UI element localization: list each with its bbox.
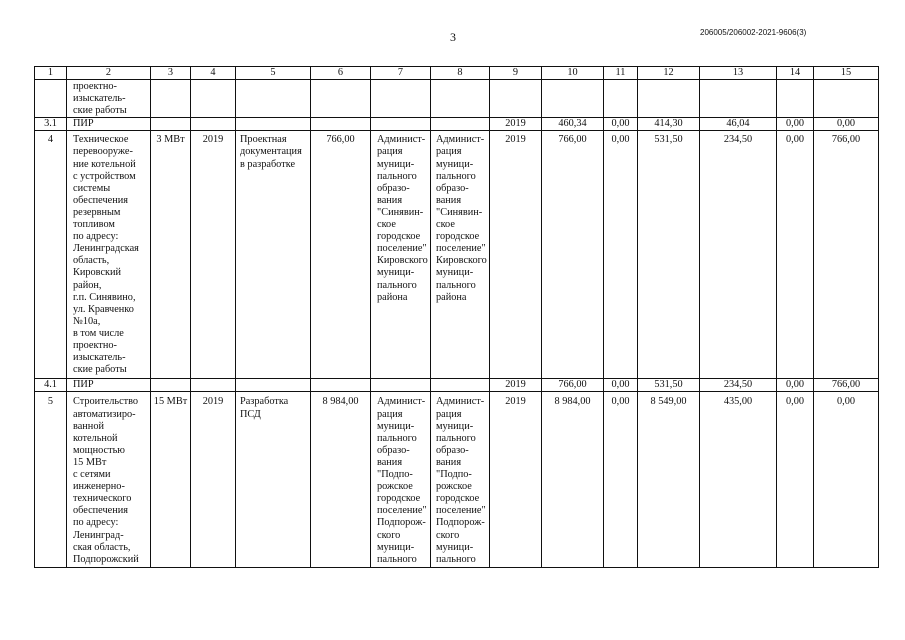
cell-text-line: Кировский [73, 267, 122, 279]
table-cell [35, 118, 67, 131]
cell-text-line: городское [436, 493, 480, 505]
column-header: 3 [151, 67, 191, 80]
cell-text-line: 0,00 [836, 118, 856, 130]
column-header: 1 [35, 67, 67, 80]
table-cell [604, 392, 638, 568]
cell-text-line: пального [377, 279, 417, 291]
cell-text-line: ванной [73, 420, 104, 432]
cell-text-line: системы [73, 182, 111, 194]
table-cell [151, 118, 191, 131]
cell-text-line: образо- [436, 444, 469, 456]
cell-text-line: муници- [377, 267, 415, 279]
table-body [35, 80, 879, 568]
table-cell [67, 392, 151, 568]
cell-text-line: ское [436, 219, 455, 231]
cell-text-line: пального [436, 170, 476, 182]
data-table [34, 66, 879, 568]
table-cell [490, 131, 542, 379]
table-cell [371, 379, 431, 392]
table-cell [638, 392, 700, 568]
cell-text-line: 766,00 [326, 134, 355, 146]
cell-text-line: автоматизиро- [73, 408, 136, 420]
cell-text-line: топливом [73, 219, 115, 231]
cell-text-line: рация [377, 146, 403, 158]
cell-text-line: ские работы [73, 105, 127, 117]
table-cell [236, 131, 311, 379]
cell-text-line: 2019 [505, 134, 526, 146]
table-cell [542, 118, 604, 131]
table-cell [236, 379, 311, 392]
cell-text-line: 531,50 [654, 134, 683, 146]
cell-text-line: пального [436, 432, 476, 444]
cell-text-line: технического [73, 493, 132, 505]
cell-text-line: 8 549,00 [650, 396, 687, 408]
table-cell [311, 80, 371, 118]
cell-text-line: пального [377, 432, 417, 444]
cell-text-line: образо- [436, 182, 469, 194]
cell-text-line: ское [377, 219, 396, 231]
cell-text-line: образо- [377, 182, 410, 194]
cell-text-line: рожское [377, 481, 413, 493]
cell-text-line: городское [377, 493, 421, 505]
cell-text-line: в том числе [73, 327, 124, 339]
table-cell [191, 131, 236, 379]
cell-text-line: Админист- [436, 396, 485, 408]
table-cell [604, 379, 638, 392]
table-cell [700, 118, 777, 131]
cell-text-line: 0,00 [785, 118, 805, 130]
cell-text-line: образо- [377, 444, 410, 456]
cell-text-line: резервным [73, 206, 121, 218]
table-cell [35, 379, 67, 392]
cell-text-line: в разработке [240, 158, 296, 170]
cell-text-line: ского [377, 529, 401, 541]
cell-text-line: Ленинградская [73, 243, 139, 255]
table-cell [638, 131, 700, 379]
cell-text-line: 2019 [505, 379, 526, 391]
cell-text-line: 46,04 [726, 118, 750, 130]
table-cell [604, 80, 638, 118]
cell-text-line: изыскатель- [73, 352, 126, 364]
cell-text-line: Проектная [240, 134, 287, 146]
cell-text-line: муници- [377, 420, 415, 432]
cell-text-line: Подпорож- [436, 517, 485, 529]
cell-text-line: ская область, [73, 541, 131, 553]
column-header: 12 [638, 67, 700, 80]
table-cell [777, 379, 814, 392]
table-cell [490, 118, 542, 131]
cell-text-line: "Подпо- [436, 469, 472, 481]
table-row [35, 118, 879, 131]
table-cell [814, 379, 879, 392]
table-cell [700, 392, 777, 568]
table-cell [35, 131, 67, 379]
cell-text-line: с устройством [73, 170, 136, 182]
cell-text-line: 15 МВт [153, 396, 188, 408]
cell-text-line: 2019 [202, 396, 224, 408]
cell-text-line: проектно- [73, 81, 117, 92]
cell-text-line: "Синявин- [436, 206, 483, 218]
cell-text-line: вания [436, 456, 462, 468]
table-cell [777, 80, 814, 118]
cell-text-line: 0,00 [611, 379, 630, 391]
table-cell [151, 131, 191, 379]
cell-text-line: Подпорожский [73, 553, 139, 565]
table-cell [638, 118, 700, 131]
cell-text-line: изыскатель- [73, 93, 126, 105]
cell-text-line: пального [436, 553, 476, 565]
cell-text-line: поселение" [377, 505, 427, 517]
table-cell [191, 379, 236, 392]
cell-text-line: муници- [436, 158, 474, 170]
cell-text-line: ул. Кравченко [73, 303, 134, 315]
cell-text-line: 0,00 [785, 379, 805, 391]
cell-text-line: пального [377, 170, 417, 182]
table-cell [777, 131, 814, 379]
table-cell [700, 379, 777, 392]
cell-text-line: Ленинград- [73, 529, 124, 541]
cell-text-line: пального [377, 553, 417, 565]
column-header: 8 [431, 67, 490, 80]
table-cell [431, 131, 490, 379]
cell-text-line: "Синявин- [377, 206, 424, 218]
table-cell [191, 80, 236, 118]
table-cell [311, 131, 371, 379]
cell-text-line: 0,00 [785, 396, 805, 408]
cell-text-line: муници- [377, 158, 415, 170]
cell-text-line: рация [436, 408, 462, 420]
cell-text-line: 8 984,00 [554, 396, 591, 408]
cell-text-line: "Подпо- [377, 469, 413, 481]
cell-text-line: 3 МВт [156, 134, 185, 146]
cell-text-line: мощностью [73, 444, 125, 456]
cell-text-line: 460,34 [558, 118, 587, 130]
table-cell [638, 80, 700, 118]
cell-text-line: вания [436, 194, 462, 206]
cell-text-line: 234,50 [723, 134, 753, 146]
cell-text-line: 0,00 [611, 396, 630, 408]
table-row [35, 379, 879, 392]
cell-text-line: 435,00 [723, 396, 753, 408]
cell-text-line: документация [240, 146, 302, 158]
table-cell [542, 379, 604, 392]
table-cell [67, 118, 151, 131]
table-header [35, 67, 879, 80]
cell-text-line: рация [377, 408, 403, 420]
cell-text-line: муници- [436, 541, 474, 553]
cell-text-line: 0,00 [785, 134, 805, 146]
table-cell [700, 80, 777, 118]
cell-text-line: 234,50 [723, 379, 753, 391]
cell-text-line: ние котельной [73, 158, 136, 170]
cell-text-line: котельной [73, 432, 118, 444]
table-cell [490, 392, 542, 568]
table-cell [431, 379, 490, 392]
table-cell [371, 80, 431, 118]
cell-text-line: ского [436, 529, 460, 541]
cell-text-line: 766,00 [558, 379, 587, 391]
table-cell [35, 80, 67, 118]
cell-text-line: по адресу: [73, 231, 119, 243]
table-cell [311, 118, 371, 131]
column-header: 14 [777, 67, 814, 80]
cell-text-line: 2019 [505, 118, 526, 130]
cell-text-line: ПИР [73, 118, 94, 130]
cell-text-line: Строительство [73, 396, 139, 408]
cell-text-line: обеспечения [73, 505, 128, 517]
column-header: 5 [236, 67, 311, 80]
table-cell [814, 131, 879, 379]
column-header: 11 [604, 67, 638, 80]
table-cell [604, 118, 638, 131]
cell-text-line: область, [73, 255, 110, 267]
table-cell [67, 131, 151, 379]
cell-text-line: муници- [436, 420, 474, 432]
cell-text-line: по адресу: [73, 517, 119, 529]
cell-text-line: вания [377, 194, 403, 206]
table-cell [431, 392, 490, 568]
column-header: 4 [191, 67, 236, 80]
cell-text-line: 2019 [505, 396, 526, 408]
table-cell [814, 392, 879, 568]
cell-text-line: вания [377, 456, 403, 468]
table-row [35, 392, 879, 568]
cell-text-line: рожское [436, 481, 472, 493]
cell-text-line: района [377, 291, 408, 303]
table-row [35, 80, 879, 118]
cell-text-line: 4 [47, 134, 54, 146]
table-cell [700, 131, 777, 379]
column-header: 6 [311, 67, 371, 80]
table-cell [151, 392, 191, 568]
table-cell [151, 80, 191, 118]
table-cell [542, 392, 604, 568]
cell-text-line: 8 984,00 [322, 396, 359, 408]
cell-text-line: 531,50 [654, 379, 683, 391]
column-header: 2 [67, 67, 151, 80]
cell-text-line: инженерно- [73, 481, 125, 493]
table-row [35, 131, 879, 379]
table-cell [191, 392, 236, 568]
cell-text-line: 5 [47, 396, 54, 408]
table-cell [35, 392, 67, 568]
cell-text-line: ПИР [73, 379, 94, 391]
cell-text-line: 766,00 [558, 134, 587, 146]
cell-text-line: Админист- [377, 134, 426, 146]
cell-text-line: 0,00 [611, 134, 630, 146]
cell-text-line: 766,00 [831, 134, 861, 146]
cell-text-line: №10а, [73, 315, 101, 327]
table-cell [814, 80, 879, 118]
cell-text-line: пального [436, 279, 476, 291]
cell-text-line: Техническое [73, 134, 129, 146]
cell-text-line: г.п. Синявино, [73, 291, 136, 303]
cell-text-line: 766,00 [831, 379, 861, 391]
table-cell [311, 392, 371, 568]
cell-text-line: городское [436, 231, 480, 243]
cell-text-line: 0,00 [836, 396, 856, 408]
table-cell [311, 379, 371, 392]
column-header: 9 [490, 67, 542, 80]
cell-text-line: муници- [436, 267, 474, 279]
cell-text-line: район, [73, 279, 102, 291]
table-cell [490, 80, 542, 118]
cell-text-line: района [436, 291, 467, 303]
cell-text-line: рация [436, 146, 462, 158]
cell-text-line: 3.1 [44, 118, 57, 130]
cell-text-line: ПСД [240, 408, 261, 420]
cell-text-line: поселение" [436, 505, 486, 517]
column-header: 10 [542, 67, 604, 80]
table-cell [777, 118, 814, 131]
table-cell [431, 80, 490, 118]
cell-text-line: Кировского [436, 255, 487, 267]
table-cell [67, 80, 151, 118]
cell-text-line: с сетями [73, 469, 111, 481]
cell-text-line: поселение" [377, 243, 427, 255]
table-cell [371, 131, 431, 379]
table-cell [542, 80, 604, 118]
column-header: 13 [700, 67, 777, 80]
table-cell [814, 118, 879, 131]
cell-text-line: 414,30 [654, 118, 683, 130]
table-cell [431, 118, 490, 131]
table-cell [191, 118, 236, 131]
table-cell [236, 80, 311, 118]
cell-text-line: 15 МВт [73, 456, 107, 468]
table-cell [236, 118, 311, 131]
document-id: 206005/206002-2021-9606(3) [700, 28, 807, 37]
cell-text-line: перевооруже- [73, 146, 133, 158]
table-cell [638, 379, 700, 392]
cell-text-line: 2019 [202, 134, 224, 146]
cell-text-line: Кировского [377, 255, 428, 267]
cell-text-line: ские работы [73, 364, 127, 376]
page-number: 3 [450, 30, 456, 44]
table-cell [371, 392, 431, 568]
table-cell [490, 379, 542, 392]
table-header-row [35, 67, 879, 80]
cell-text-line: поселение" [436, 243, 486, 255]
cell-text-line: Разработка [240, 396, 289, 408]
cell-text-line: Админист- [436, 134, 485, 146]
cell-text-line: муници- [377, 541, 415, 553]
table-cell [67, 379, 151, 392]
table-cell [777, 392, 814, 568]
table-cell [151, 379, 191, 392]
table-cell [604, 131, 638, 379]
column-header: 7 [371, 67, 431, 80]
table-cell [236, 392, 311, 568]
cell-text-line: Админист- [377, 396, 426, 408]
table-cell [542, 131, 604, 379]
cell-text-line: 0,00 [611, 118, 630, 130]
cell-text-line: проектно- [73, 339, 117, 351]
column-header: 15 [814, 67, 879, 80]
table-cell [371, 118, 431, 131]
cell-text-line: городское [377, 231, 421, 243]
cell-text-line: 4.1 [44, 379, 57, 391]
cell-text-line: Подпорож- [377, 517, 426, 529]
cell-text-line: обеспечения [73, 194, 128, 206]
